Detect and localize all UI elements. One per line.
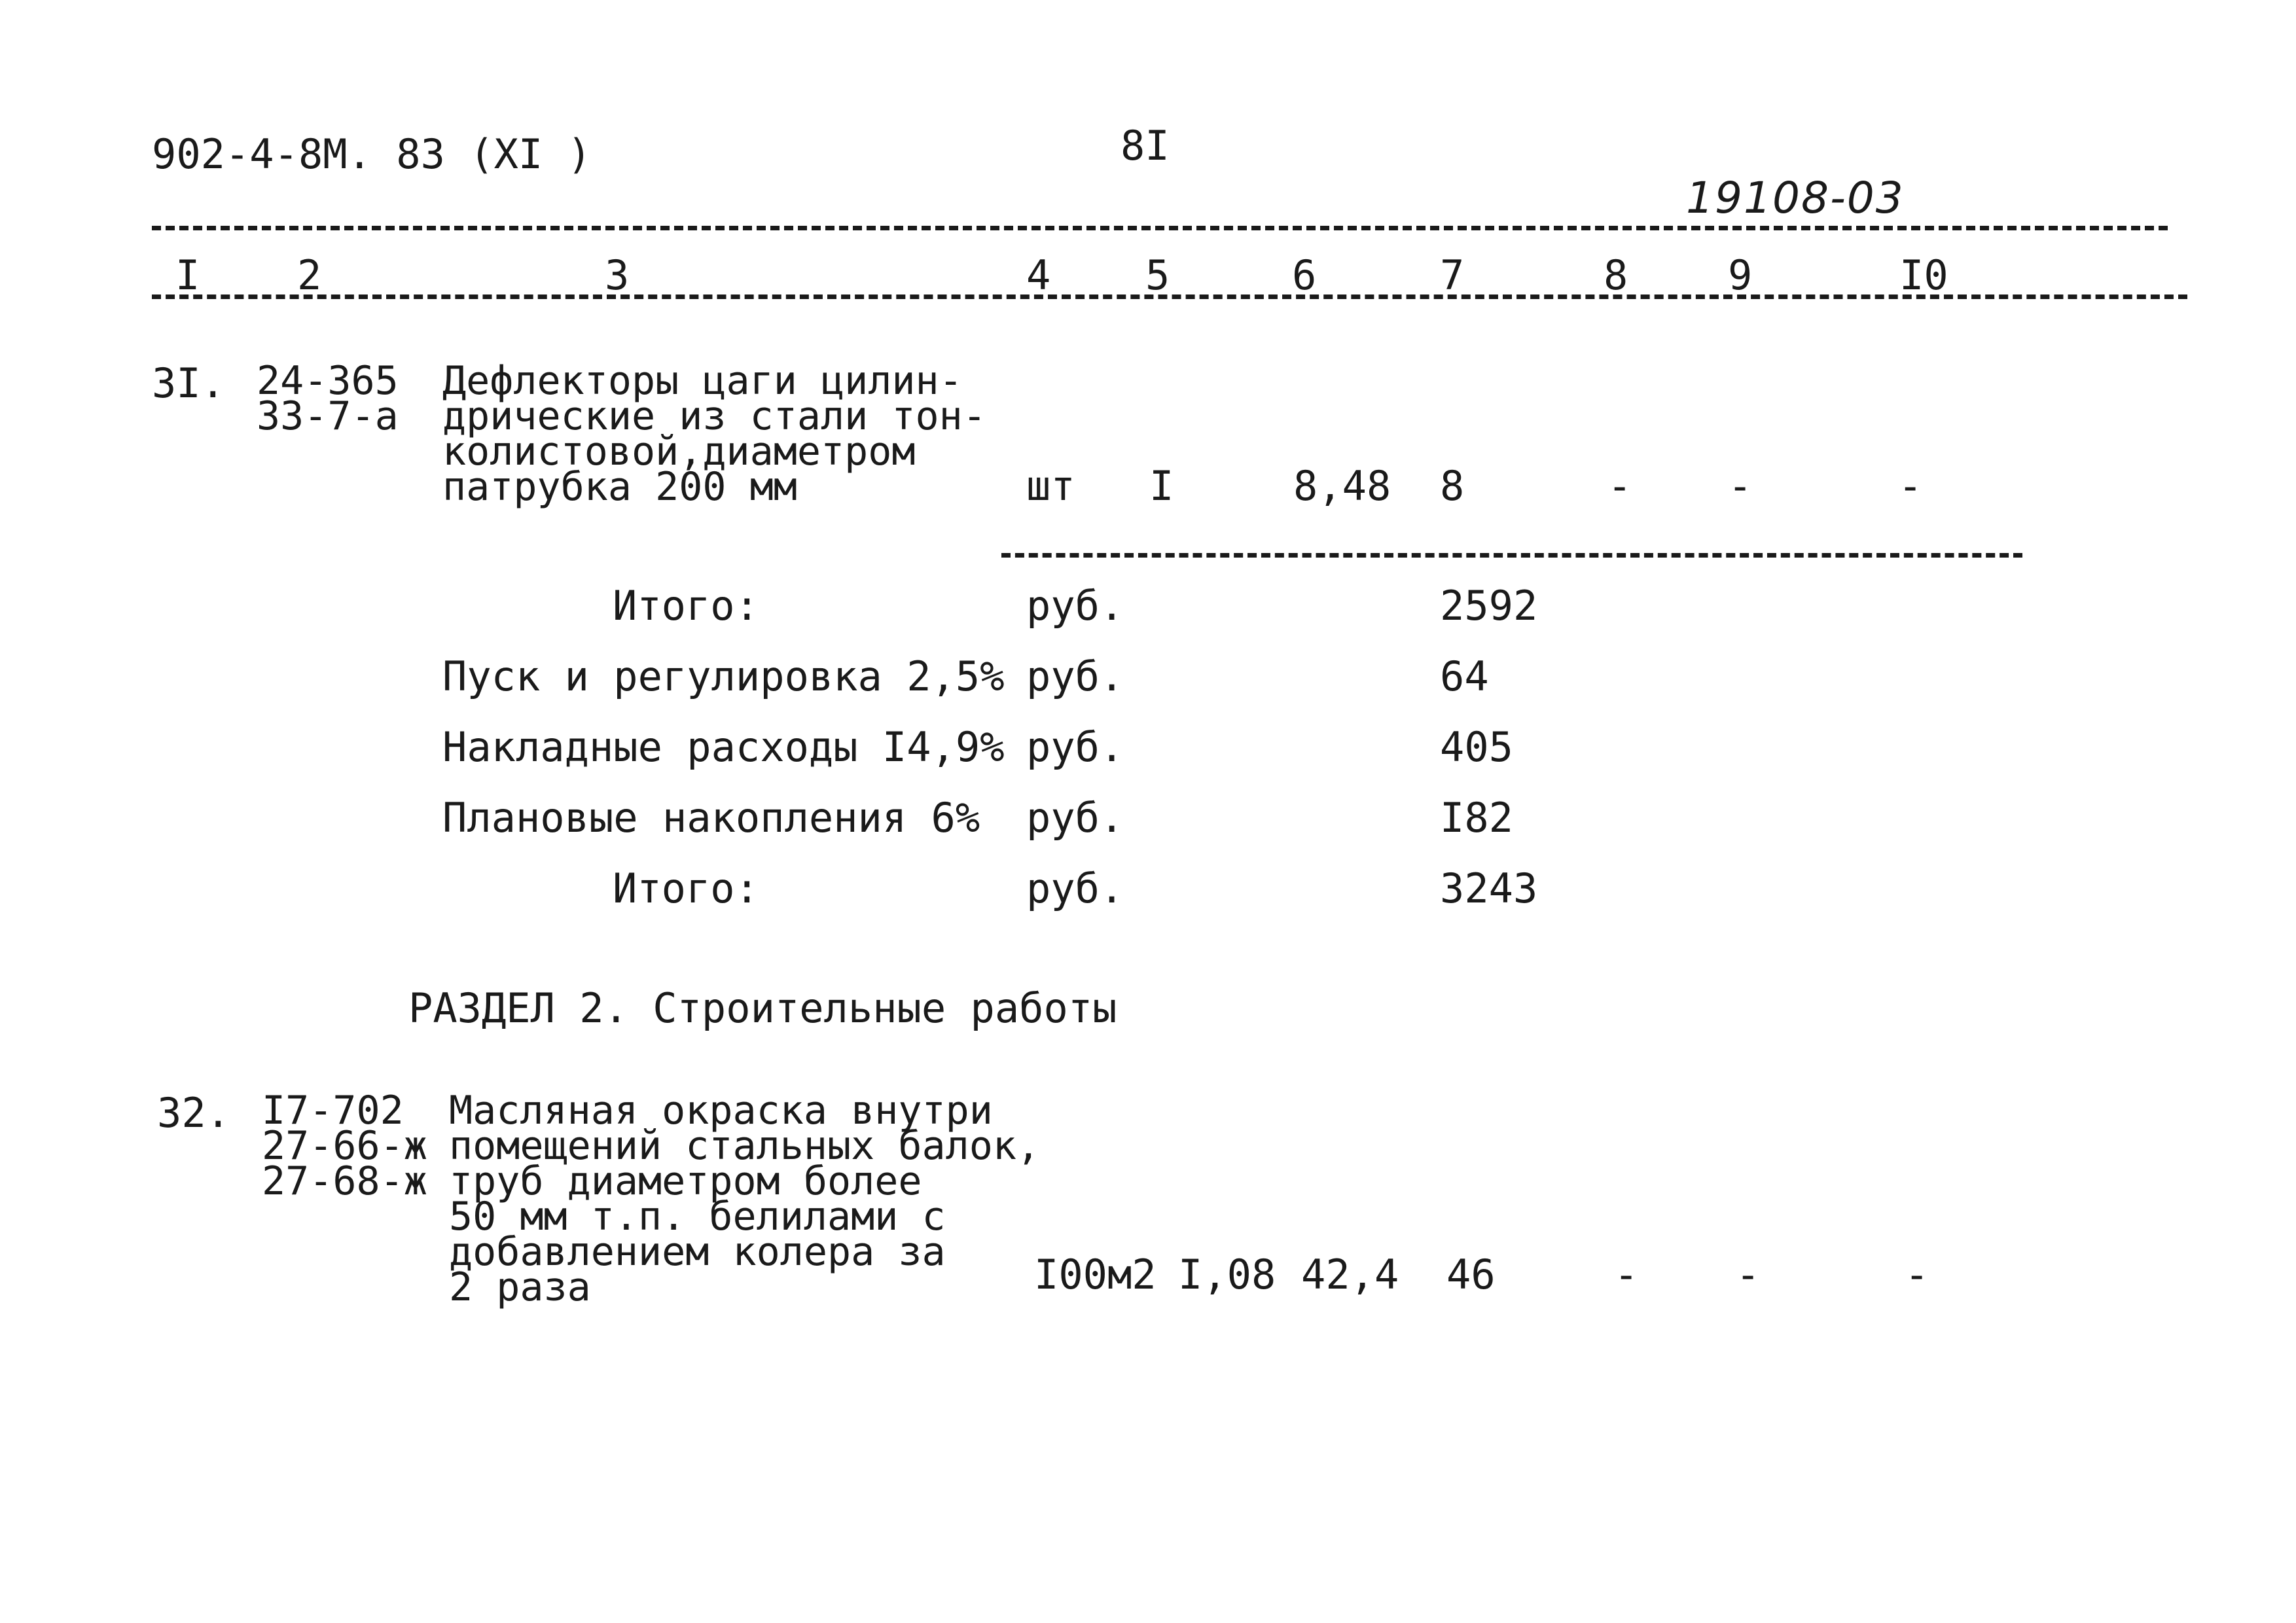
summary-value: 405: [1440, 723, 1513, 771]
item-code: [262, 1088, 427, 1204]
column-number: 2: [297, 251, 322, 299]
item-code: [257, 358, 399, 439]
summary-unit: руб.: [1026, 723, 1124, 771]
item-number: 32.: [157, 1089, 230, 1137]
summary-unit: руб.: [1026, 652, 1124, 700]
summary-unit: руб.: [1026, 794, 1124, 842]
item-col8: -: [1607, 462, 1632, 510]
item-description: [449, 1088, 1041, 1310]
handwritten-number: 19108-03: [1686, 173, 1905, 223]
column-number: 9: [1728, 251, 1753, 299]
summary-value: 2592: [1440, 582, 1538, 630]
header-rule-bottom: [152, 294, 2187, 299]
column-number: I0: [1899, 251, 1948, 299]
summary-label: Итого:: [613, 865, 759, 912]
code-line: 27-68-ж: [262, 1158, 427, 1204]
item-col8: -: [1614, 1251, 1639, 1298]
item-quantity: I: [1149, 462, 1174, 510]
code-line: 33-7-а: [257, 393, 399, 439]
item-total: 8: [1440, 462, 1465, 510]
summary-value: 64: [1440, 652, 1489, 700]
description-line: 2 раза: [449, 1264, 591, 1310]
item-quantity: I,08: [1178, 1251, 1276, 1298]
item-number: 3I.: [152, 359, 225, 407]
description-line: помещений стальных балок,: [449, 1123, 1041, 1169]
item-description: [442, 358, 986, 510]
summary-label: Плановые накопления 6%: [442, 794, 980, 842]
summary-value: I82: [1440, 794, 1513, 842]
column-number: 5: [1145, 251, 1170, 299]
description-line: Масляная окраска внутри: [449, 1088, 993, 1133]
subtotal-rule: [1001, 553, 2022, 558]
column-number: 6: [1292, 251, 1317, 299]
item-unit: шт: [1026, 462, 1075, 510]
description-line: Дефлекторы цаги цилин-: [442, 358, 963, 404]
column-number: 7: [1440, 251, 1465, 299]
item-col10: -: [1905, 1251, 1929, 1298]
section-title: РАЗДЕЛ 2. Строительные работы: [408, 984, 1117, 1032]
summary-value: 3243: [1440, 865, 1538, 912]
page-number: 8I: [1121, 122, 1170, 169]
header-rule-top: [152, 226, 2168, 230]
description-line: 50 мм т.п. белилами с: [449, 1194, 946, 1240]
item-unit: I00м2: [1034, 1251, 1157, 1298]
description-line: добавлением колера за: [449, 1229, 946, 1275]
item-col10: -: [1898, 462, 1923, 510]
item-unit-price: 42,4: [1301, 1251, 1399, 1298]
item-col9: -: [1728, 462, 1753, 510]
column-number: 8: [1604, 251, 1628, 299]
description-line: патрубка 200 мм: [442, 464, 797, 510]
description-line: колистовой,диаметром: [442, 429, 916, 474]
item-col9: -: [1736, 1251, 1761, 1298]
code-line: I7-702: [262, 1088, 404, 1133]
description-line: дрические из стали тон-: [442, 393, 986, 439]
summary-unit: руб.: [1026, 582, 1124, 630]
code-line: 24-365: [257, 358, 399, 404]
summary-label: Накладные расходы I4,9%: [442, 723, 1005, 771]
summary-label: Пуск и регулировка 2,5%: [442, 652, 1005, 700]
item-unit-price: 8,48: [1293, 462, 1391, 510]
code-line: 27-66-ж: [262, 1123, 427, 1169]
summary-label: Итого:: [613, 582, 759, 630]
item-total: 46: [1446, 1251, 1496, 1298]
summary-unit: руб.: [1026, 865, 1124, 912]
column-number: 4: [1026, 251, 1051, 299]
column-number: 3: [605, 251, 630, 299]
document-code: 902-4-8М. 83 (XI ): [152, 130, 592, 178]
column-number: I: [175, 251, 200, 299]
description-line: труб диаметром более: [449, 1158, 922, 1204]
